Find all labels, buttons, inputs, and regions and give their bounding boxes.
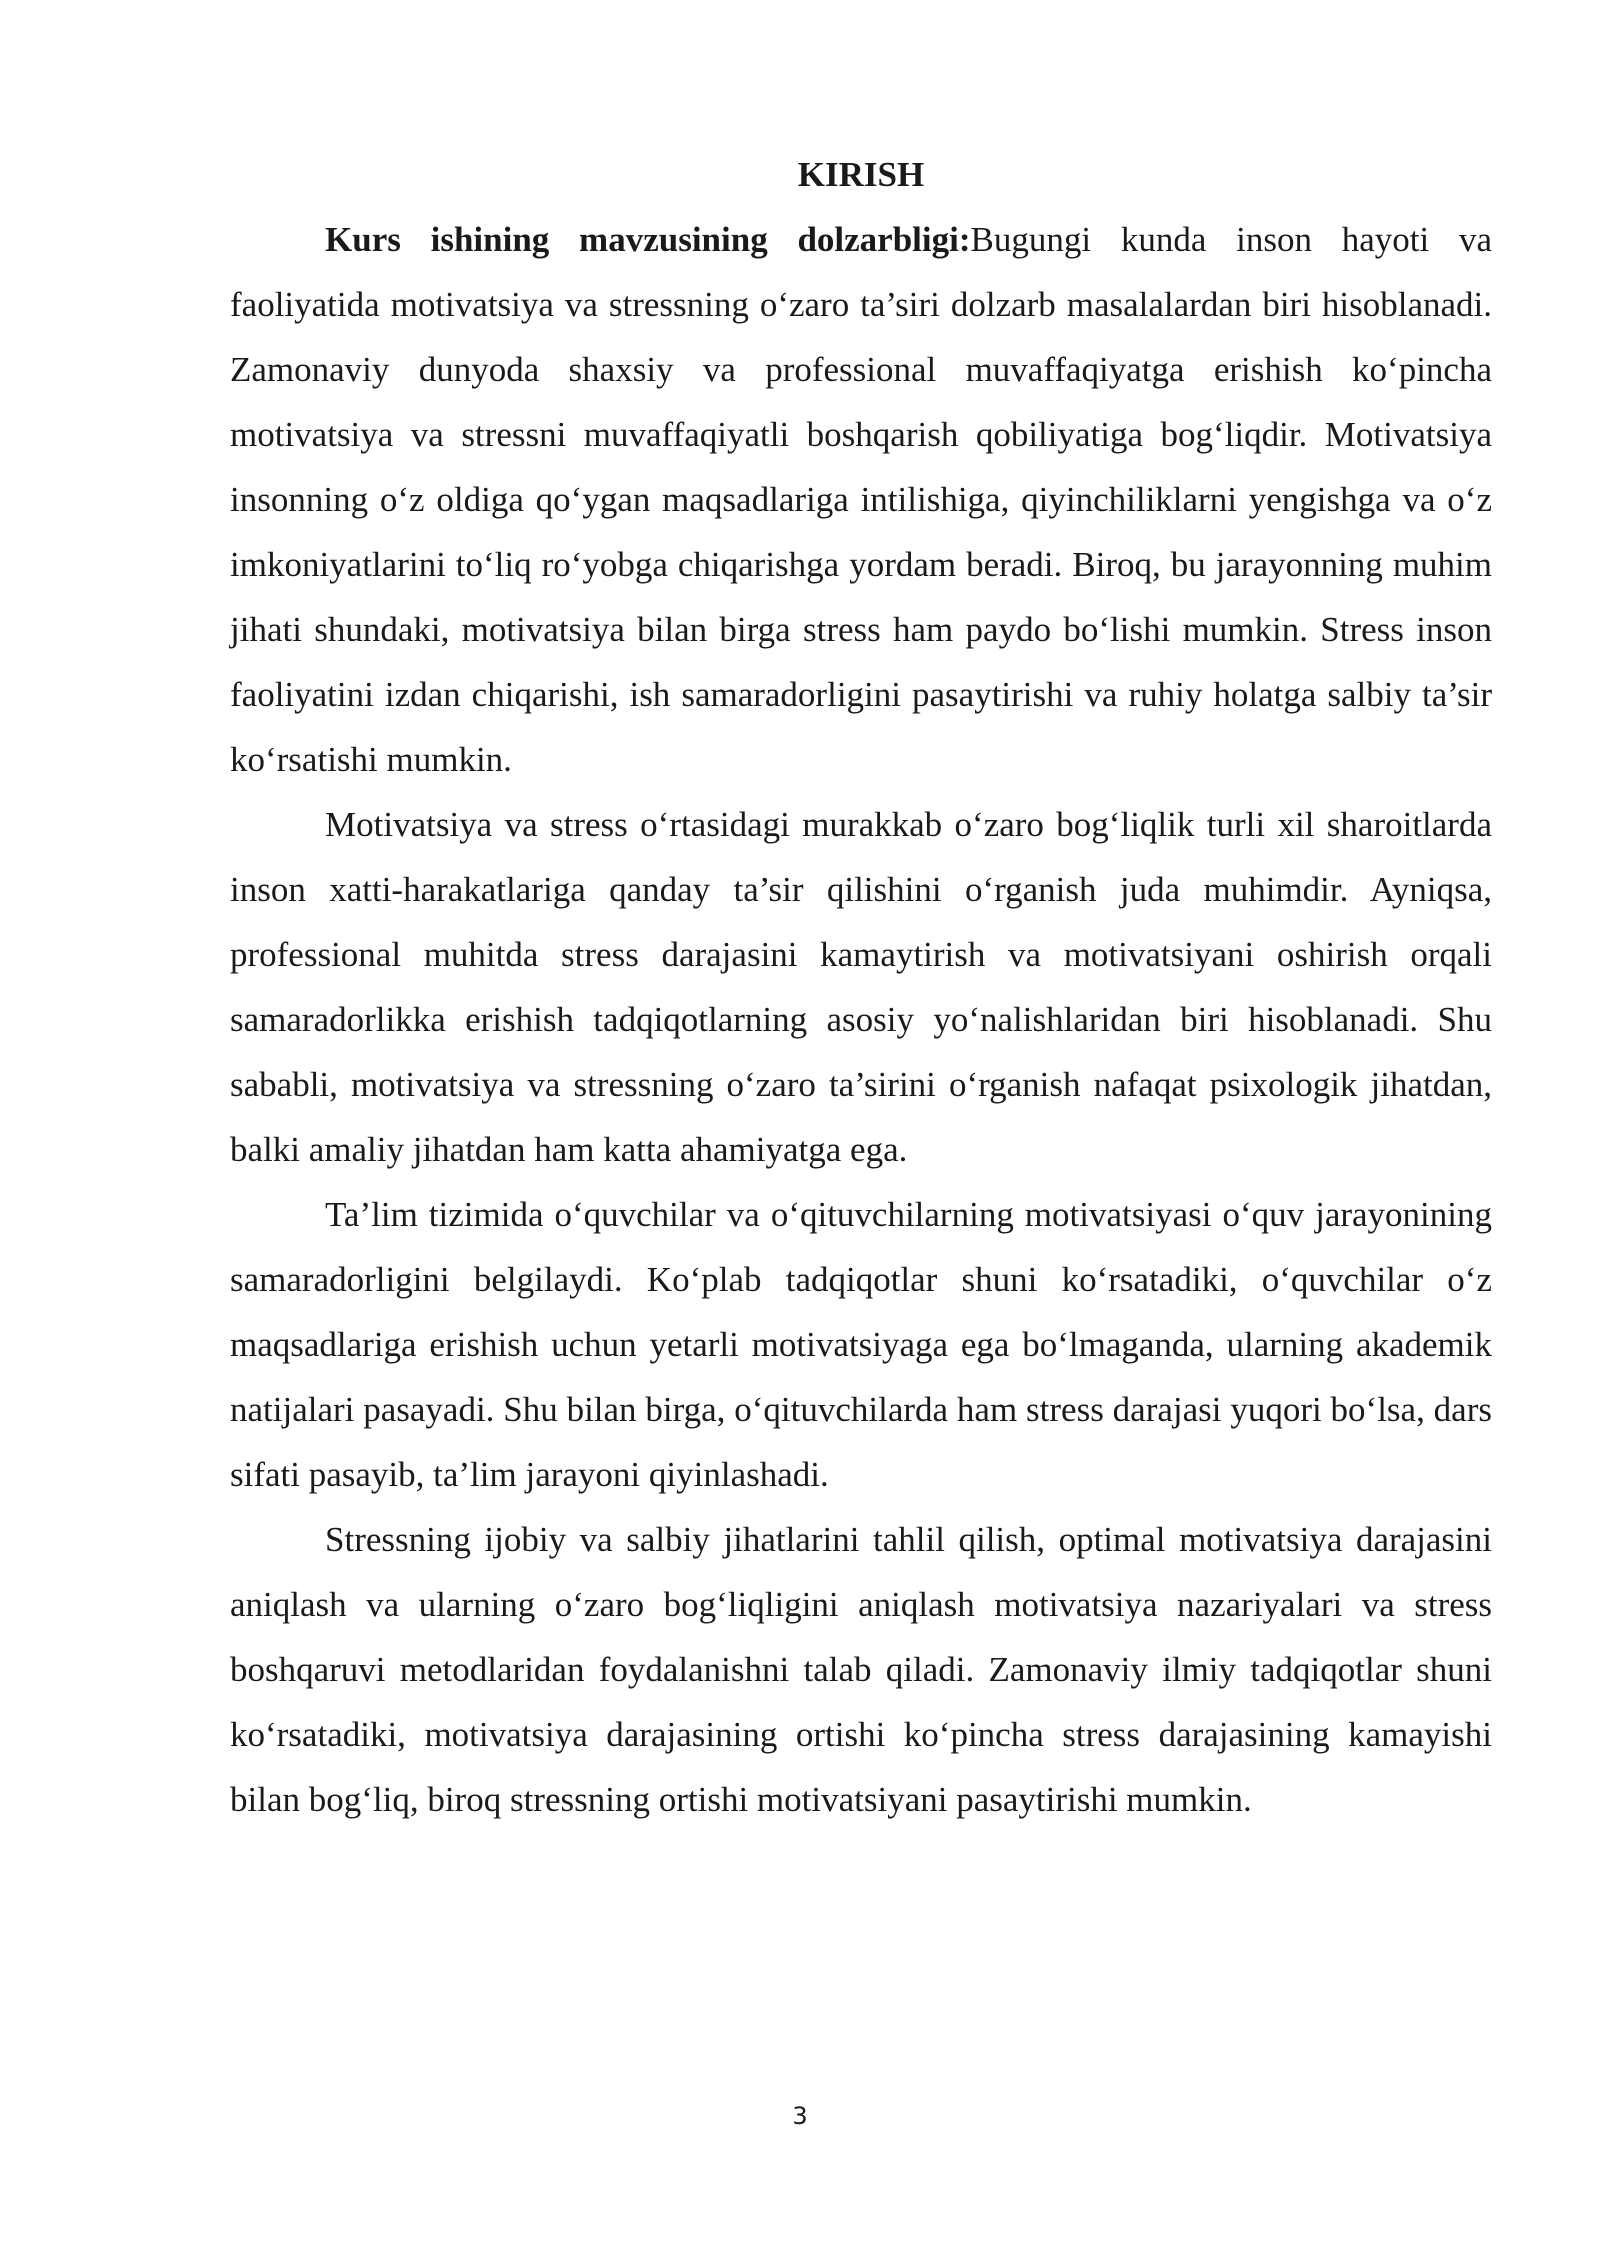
paragraph-lead-bold: Kurs ishining mavzusining dolzarbligi:: [325, 220, 971, 259]
paragraph-1: [230, 207, 1492, 792]
page-number: 3: [792, 2102, 808, 2130]
page-content: [230, 142, 1492, 1832]
paragraph-3: Ta’lim tizimida o‘quvchilar va o‘qituvchilarning motivatsiyasi o‘quv jarayonining samaradorligini belgilaydi. Ko‘plab tadqiqotlar shuni ko‘rsatadiki, o‘quvchilar o‘z maqsadlariga erishish uchun yetarli motivatsiyaga ega bo‘lmaganda, ularning akademik natijalari pasayadi. Shu bilan birga, o‘qituvchilarda ham stress darajasi yuqori bo‘lsa, dars sifati pasayib, ta’lim jarayoni qiyinlashadi.: [230, 1195, 1492, 1494]
paragraph-4: Stressning ijobiy va salbiy jihatlarini tahlil qilish, optimal motivatsiya darajasini aniqlash va ularning o‘zaro bog‘liqligini aniqlash motivatsiya nazariyalari va stress boshqaruvi metodlaridan foydalanishni talab qiladi. Zamonaviy ilmiy tadqiqotlar shuni ko‘rsatadiki, motivatsiya darajasining ortishi ko‘pincha stress darajasining kamayishi bilan bog‘liq, biroq stressning ortishi motivatsiyani pasaytirishi mumkin.: [230, 1520, 1492, 1819]
paragraph-text: Bugungi kunda inson hayoti va faoliyatida motivatsiya va stressning o‘zaro ta’siri dolzarb masalalardan biri hisoblanadi. Zamonaviy dunyoda shaxsiy va professional muvaffaqiyatga erishish ko‘pincha motivatsiya va stressni muvaffaqiyatli boshqarish qobiliyatiga bog‘liqdir. Motivatsiya insonning o‘z oldiga qo‘ygan maqsadlariga intilishiga, qiyinchiliklarni yengishga va o‘z imkoniyatlarini to‘liq ro‘yobga chiqarishga yordam beradi. Biroq, bu jarayonning muhim jihati shundaki, motivatsiya bilan birga stress ham paydo bo‘lishi mumkin. Stress inson faoliyatini izdan chiqarishi, ish samaradorligini pasaytirishi va ruhiy holatga salbiy ta’sir ko‘rsatishi mumkin.: [230, 220, 1492, 779]
paragraph-2: Motivatsiya va stress o‘rtasidagi murakkab o‘zaro bog‘liqlik turli xil sharoitlarda inson xatti-harakatlariga qanday ta’sir qilishini o‘rganish juda muhimdir. Ayniqsa, professional muhitda stress darajasini kamaytirish va motivatsiyani oshirish orqali samaradorlikka erishish tadqiqotlarning asosiy yo‘nalishlaridan biri hisoblanadi. Shu sababli, motivatsiya va stressning o‘zaro ta’sirini o‘rganish nafaqat psixologik jihatdan, balki amaliy jihatdan ham katta ahamiyatga ega.: [230, 805, 1492, 1169]
section-heading: KIRISH: [797, 155, 925, 194]
